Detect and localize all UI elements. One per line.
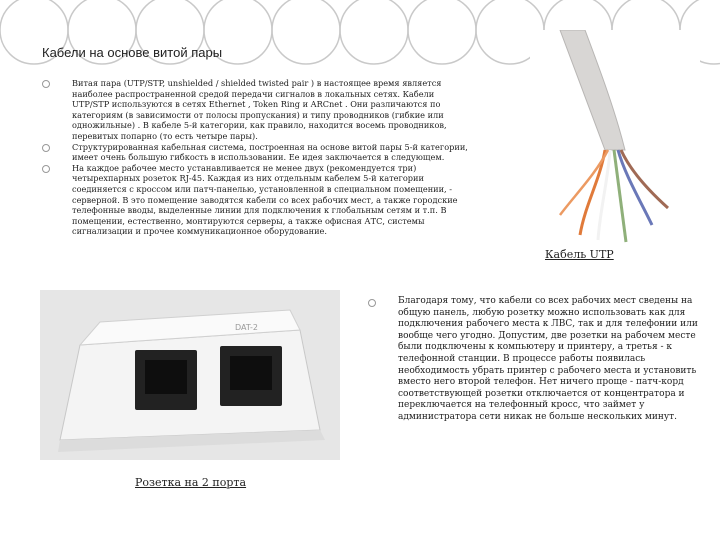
- bullet-text: Витая пара (UTP/STP, unshielded / shielded twisted pair ) в настоящее время является наиболее распространенной средой передачи сигналов в локальных сетях. Кабели UTP/STP используются в сетях Ethernet , Token Ring и ARCnet . Они различаются по категориям (в зависимости от полосы пропускания) и типу проводников (гибкие или одножильные) . В кабеле 5-й категории, как правило, находится восемь проводников, перевитых попарно (то есть четыре пары).: [72, 78, 447, 141]
- utp-cable-image: [530, 30, 700, 250]
- bullet-dot-icon: [42, 144, 50, 152]
- bullet-item: [42, 78, 472, 142]
- bullet-item: [42, 163, 472, 237]
- right-bullet-text: Благодаря тому, что кабели со всех рабочих мест сведены на общую панель, любую розетку можно использовать как для подключения рабочего места к ЛВС, так и для телефонии или вообще чего угодно. Допустим, две розетки на рабочем месте были подключены к компьютеру и принтеру, а третья - к телефонной станции. В процессе работы появилась необходимость убрать принтер с рабочего места и установить вместо него второй телефон. Нет ничего проще - патч-корд соответствующей розетки отключается от концентратора и переключается на телефонный кросс, что займет у администратора сети никак не больше нескольких минут.: [398, 296, 698, 422]
- socket-caption: Розетка на 2 порта: [135, 476, 247, 489]
- bullet-text: Структурированная кабельная система, построенная на основе витой пары 5-й категории, имеет очень большую гибкость в использовании. Ее идея заключается в следующем.: [72, 141, 468, 163]
- socket-image: [40, 290, 340, 460]
- bullet-text: На каждое рабочее место устанавливается не менее двух (рекомендуется три) четырехпарных розеток RJ-45. Каждая из них отдельным кабелем 5-й категории соединяется с кроссом или патч-панелью, установленной в специальном помещении, - серверной. В это помещение заводятся кабели со всех рабочих мест, а также городские телефонные вводы, выделенные линии для подключения к глобальным сетям и т.п. В помещении, естественно, монтируются серверы, а также офисная АТС, системы сигнализации и прочее коммуникационное оборудование.: [72, 162, 458, 237]
- right-bullet-item: [368, 296, 718, 424]
- bullet-item: [42, 142, 472, 163]
- slide-title: Кабели на основе витой пары: [42, 45, 223, 60]
- cable-caption: Кабель UTP: [545, 248, 614, 261]
- socket-label: DAT-2: [235, 323, 258, 332]
- bullet-dot-icon: [368, 299, 376, 307]
- bullet-list: [42, 78, 472, 237]
- bullet-dot-icon: [42, 165, 50, 173]
- bullet-dot-icon: [42, 80, 50, 88]
